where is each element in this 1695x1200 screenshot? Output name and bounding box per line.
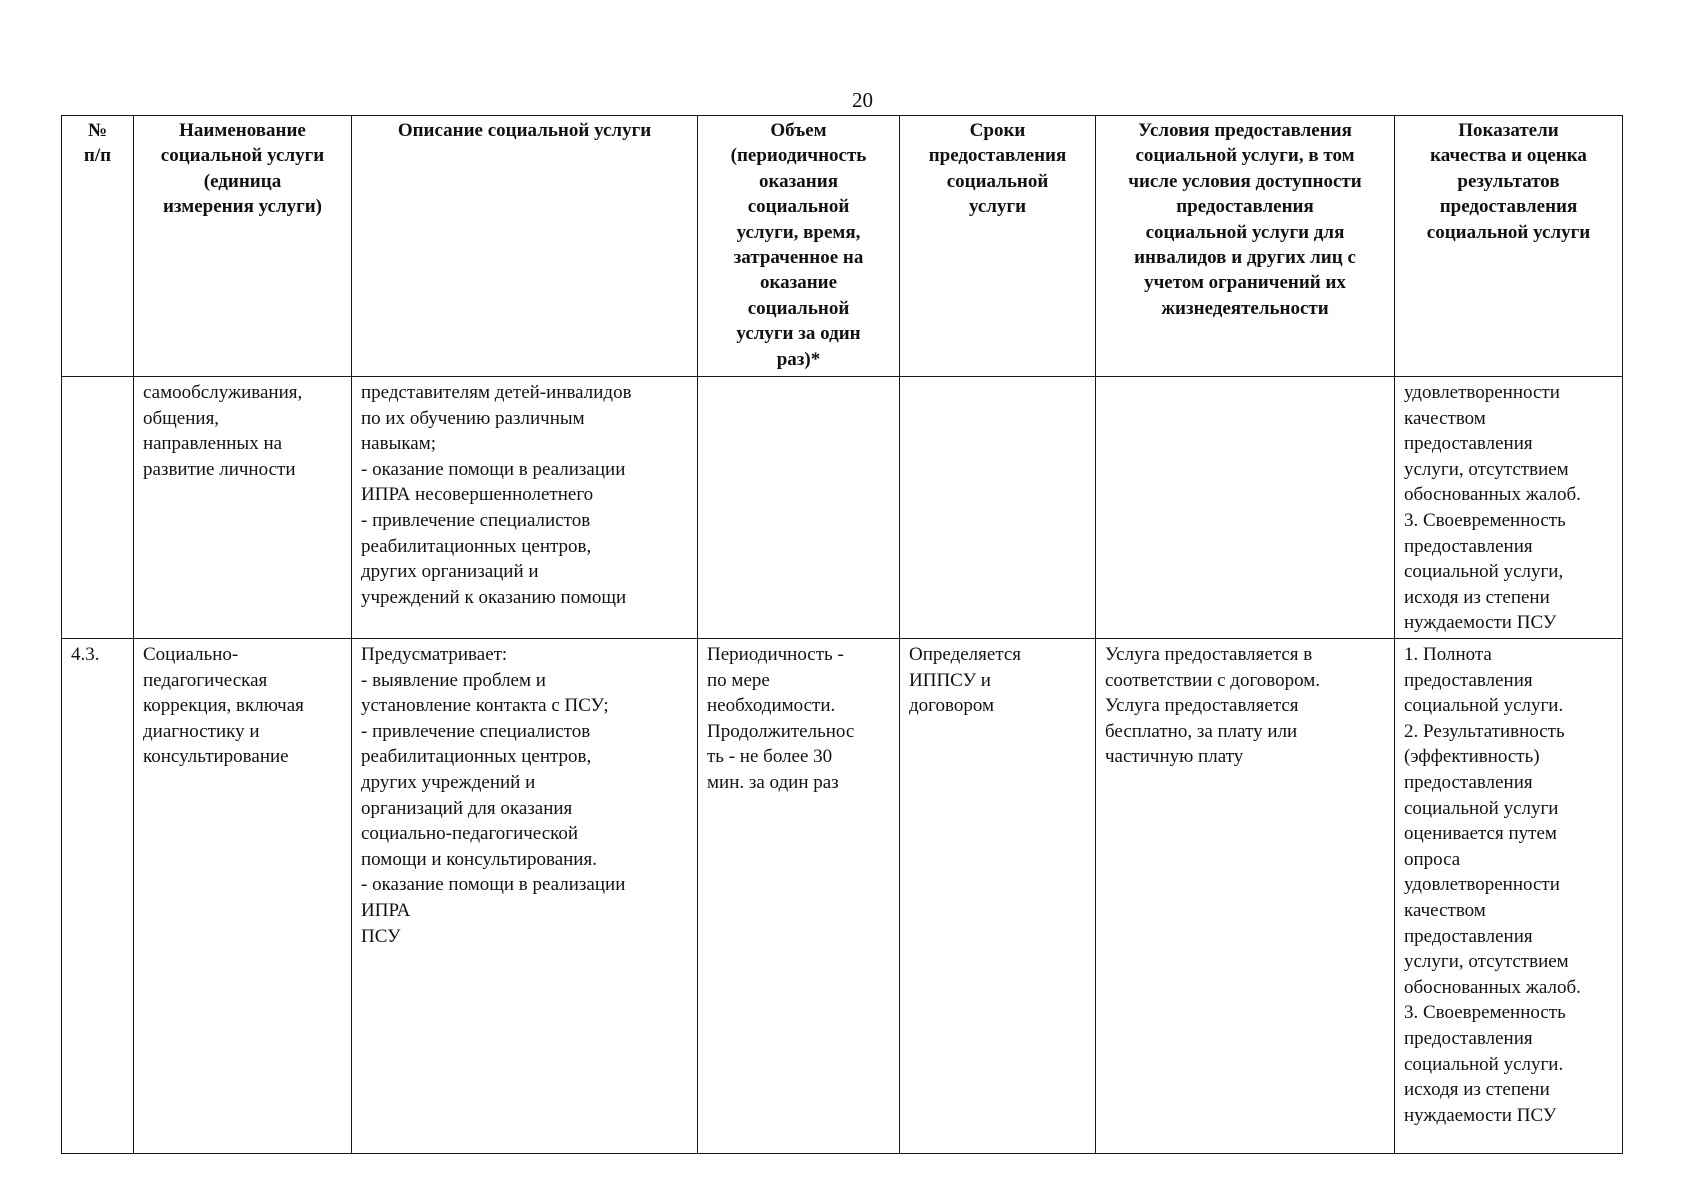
cell-line: ИПРА несовершеннолетнего [361,484,594,506]
cell-line: Социально- [143,644,239,665]
cell-line: 3. Своевременность [1404,1002,1566,1024]
cell-description [352,377,698,639]
cell-line: Показатели [1458,120,1559,141]
cell-line: раз)* [776,348,821,370]
cell-line: 1. Полнота [1404,644,1492,665]
cell-line: оказания [759,170,838,192]
cell-line: развитие личности [143,458,296,480]
cell-line: социальной услуги [1426,221,1591,243]
cell-line: Периодичность - [707,644,844,665]
cell-quality-indicators [1395,639,1623,1154]
cell-line: результатов [1457,170,1560,192]
cell-line: ИПРА [361,899,411,921]
cell-line: нуждаемости ПСУ [1404,612,1557,634]
cell-terms [900,639,1096,1154]
cell-line: предоставления [928,145,1067,167]
cell-line: п/п [83,145,112,167]
header-volume [698,116,900,377]
cell-number [62,639,134,1154]
cell-line: предоставления [1404,1027,1533,1049]
cell-line: предоставления [1404,433,1533,455]
table-row [62,639,1623,1154]
cell-line: оценивается путем [1404,823,1557,845]
cell-line: по мере [707,669,770,691]
cell-line: предоставления [1439,196,1578,218]
cell-line: самообслуживания, [143,382,303,403]
cell-line: предоставления [1404,925,1533,947]
cell-line: затраченное на [733,247,864,269]
cell-line: установление контакта с ПСУ; [361,695,609,717]
cell-line: социальной услуги [160,145,325,167]
cell-line: предоставления [1404,535,1533,557]
cell-line: частичную плату [1105,746,1244,768]
cell-line: социальной услуги. [1404,695,1564,717]
cell-line: качеством [1404,407,1486,429]
cell-line: Продолжительнос [707,720,855,742]
cell-line: услуги, отсутствием [1404,951,1569,973]
cell-service-name [134,377,352,639]
cell-line: Определяется [909,644,1022,665]
cell-line: социальной услуги, [1404,561,1564,583]
cell-line: 2. Результативность [1404,720,1565,742]
header-description [352,116,698,377]
cell-line: обоснованных жалоб. [1404,484,1581,506]
cell-line: Описание социальной услуги [397,120,652,141]
cell-quality-indicators [1395,377,1623,639]
cell-line: Сроки [969,120,1026,141]
cell-line: мин. за один раз [707,771,839,793]
cell-conditions [1096,639,1395,1154]
cell-line: исходя из степени [1404,586,1550,608]
cell-line: - выявление проблем и [361,669,546,691]
cell-line: организаций для оказания [361,797,573,819]
cell-line: услуги, отсутствием [1404,458,1569,480]
cell-terms [900,377,1096,639]
cell-line: - оказание помощи в реализации [361,458,626,480]
cell-line: консультирование [143,746,289,768]
cell-line: нуждаемости ПСУ [1404,1104,1557,1126]
cell-line: Услуга предоставляется в [1105,644,1313,665]
cell-line: измерения услуги) [162,196,323,218]
cell-line: Условия предоставления [1138,120,1352,141]
cell-line: оказание [759,272,838,294]
header-row [62,116,1623,377]
cell-line: Услуга предоставляется [1105,695,1299,717]
cell-line: - привлечение специалистов [361,720,591,742]
cell-volume [698,639,900,1154]
cell-line: качества и оценка [1430,145,1587,167]
cell-line: (периодичность [730,145,867,167]
cell-line: социально-педагогической [361,823,579,845]
cell-line: удовлетворенности [1404,874,1560,896]
cell-line: помощи и консультирования. [361,848,597,870]
cell-line: по их обучению различным [361,407,585,429]
cell-line: (эффективность) [1404,746,1540,768]
cell-line: социальной услуги для [1145,221,1345,243]
cell-line: (единица [203,170,282,192]
cell-line: необходимости. [707,695,836,717]
cell-line: числе условия доступности [1128,170,1362,192]
cell-line: Наименование [179,120,306,141]
cell-line: реабилитационных центров, [361,535,592,557]
cell-line: реабилитационных центров, [361,746,592,768]
cell-conditions [1096,377,1395,639]
cell-line: договором [909,695,994,717]
table-row [62,377,1623,639]
cell-line: представителям детей-инвалидов [361,382,632,403]
cell-line: других учреждений и [361,771,536,793]
page-number: 20 [852,88,873,112]
cell-line: 4.3. [71,644,100,665]
cell-line: обоснованных жалоб. [1404,976,1581,998]
cell-line: предоставления [1176,196,1314,218]
cell-line: других организаций и [361,561,539,583]
cell-line: качеством [1404,899,1486,921]
cell-line: ть - не более 30 [707,746,833,768]
cell-line: - оказание помощи в реализации [361,874,626,896]
cell-line: жизнедеятельности [1161,297,1329,319]
cell-line: - привлечение специалистов [361,509,591,531]
cell-line: навыкам; [361,433,437,455]
header-number [62,116,134,377]
cell-volume [698,377,900,639]
header-quality-indicators [1395,116,1623,377]
cell-line: исходя из степени [1404,1079,1550,1101]
cell-line: ИППСУ и [909,669,991,691]
cell-line: учреждений к оказанию помощи [361,586,627,608]
cell-line: диагностику и [143,720,260,742]
cell-line: социальной [747,196,850,218]
cell-line: социальной [946,170,1049,192]
cell-line: инвалидов и других лиц с [1134,247,1356,269]
cell-line: ПСУ [361,925,401,947]
cell-line: 3. Своевременность [1404,509,1566,531]
header-terms [900,116,1096,377]
cell-line: бесплатно, за плату или [1105,720,1298,742]
social-services-table [61,115,1623,1154]
cell-line: удовлетворенности [1404,382,1560,403]
cell-line: направленных на [143,433,283,455]
cell-line: услуги за один [736,323,861,345]
cell-line: коррекция, включая [143,695,304,717]
cell-line: учетом ограничений их [1144,272,1346,294]
cell-line: № [87,120,108,141]
cell-line: социальной услуги, в том [1135,145,1355,167]
cell-description [352,639,698,1154]
cell-line: предоставления [1404,669,1533,691]
cell-line: социальной услуги. [1404,1053,1564,1075]
cell-line: социальной услуги [1404,797,1559,819]
cell-line: соответствии с договором. [1105,669,1321,691]
cell-line: услуги, время, [736,221,861,243]
cell-line: опроса [1404,848,1461,870]
cell-line: услуги [968,196,1027,218]
header-service-name [134,116,352,377]
cell-line: предоставления [1404,771,1533,793]
cell-number [62,377,134,639]
cell-line: социальной [747,297,850,319]
cell-line: педагогическая [143,669,268,691]
cell-service-name [134,639,352,1154]
cell-line: Предусматривает: [361,644,508,665]
header-conditions [1096,116,1395,377]
cell-line: Объем [770,120,827,141]
cell-line: общения, [143,407,220,429]
